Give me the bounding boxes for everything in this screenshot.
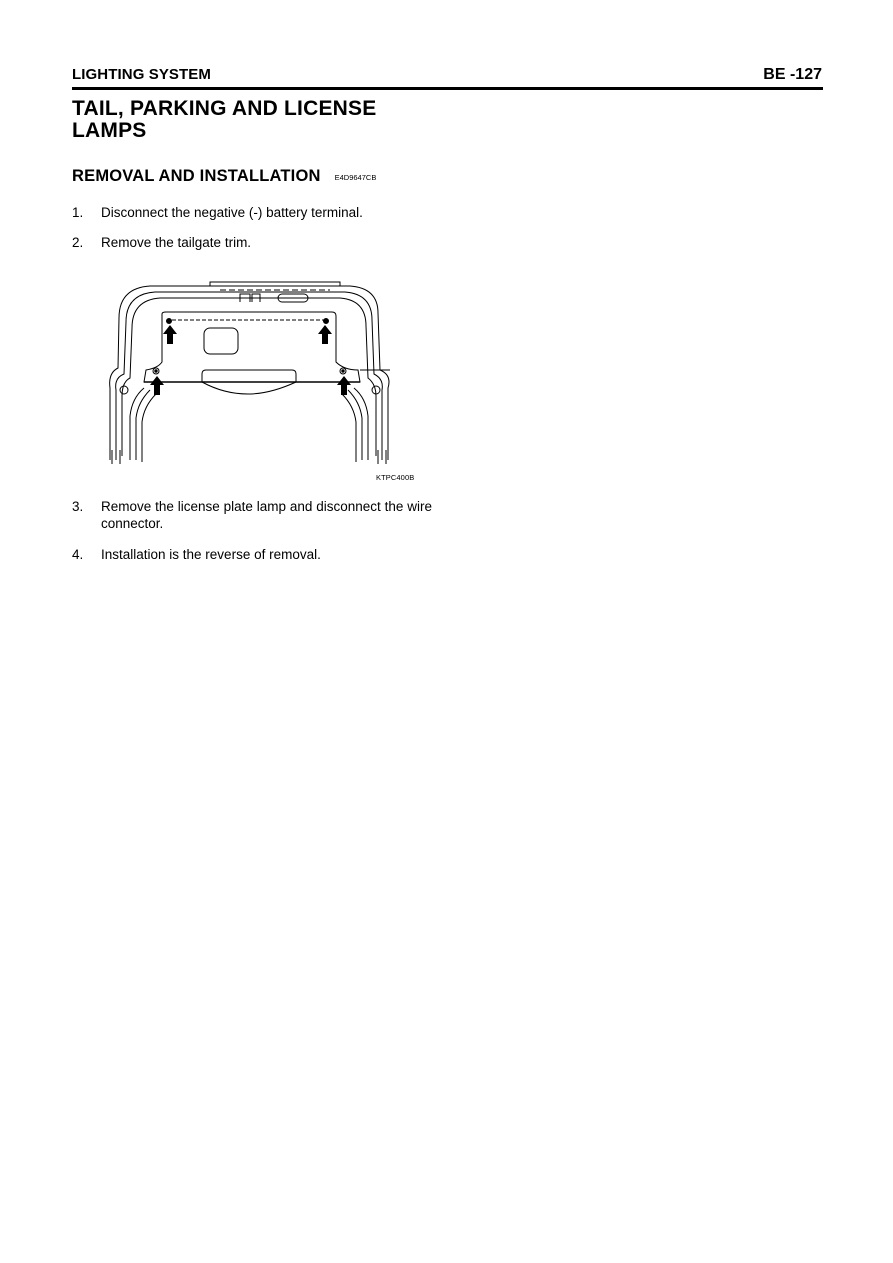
step-text: Disconnect the negative (-) battery terminal.	[101, 205, 363, 220]
subheading-text: REMOVAL AND INSTALLATION	[72, 167, 321, 185]
arrow-up-icon	[163, 325, 177, 344]
access-hole	[204, 328, 238, 354]
tailgate-inner-frame	[116, 292, 383, 460]
step-number: 1.	[72, 205, 84, 220]
tailgate-trim-diagram	[100, 278, 400, 478]
step-1	[72, 204, 432, 221]
fastener-top-left	[167, 319, 172, 324]
step-3	[72, 498, 432, 532]
figure-code: KTPC400B	[376, 473, 415, 482]
step-number: 2.	[72, 235, 84, 250]
step-4	[72, 546, 432, 563]
step-number: 4.	[72, 547, 84, 562]
page-number: BE -127	[763, 66, 822, 83]
arrow-up-icon	[150, 376, 164, 395]
step-text: Remove the license plate lamp and disconnect the wire connector.	[101, 499, 432, 531]
step-2	[72, 234, 432, 251]
fastener-arrows	[150, 325, 351, 395]
fastener-top-right	[324, 319, 329, 324]
page-title: TAIL, PARKING AND LICENSE LAMPS	[72, 97, 377, 142]
section-subheading	[72, 167, 376, 186]
arrow-up-icon	[318, 325, 332, 344]
header-divider	[72, 87, 823, 90]
step-number: 3.	[72, 499, 84, 514]
arrow-up-icon	[337, 376, 351, 395]
fastener-points	[153, 319, 346, 375]
step-text: Installation is the reverse of removal.	[101, 547, 321, 562]
subheading-code: E4D9647CB	[334, 173, 377, 182]
step-text: Remove the tailgate trim.	[101, 235, 252, 250]
section-header-label: LIGHTING SYSTEM	[72, 66, 212, 83]
